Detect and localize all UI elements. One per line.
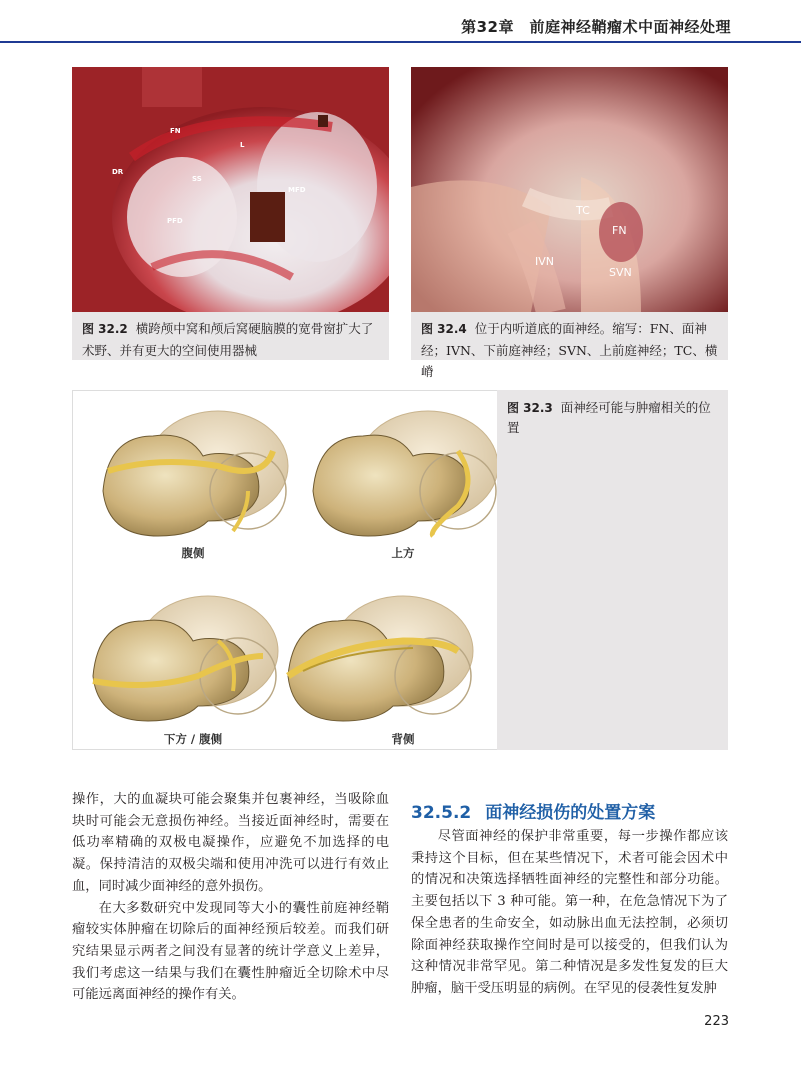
label-l: L — [240, 141, 245, 149]
page-number: 223 — [704, 1014, 729, 1029]
figure-number: 图 32.3 — [507, 401, 553, 415]
left-column — [72, 789, 389, 1006]
surgical-photo-image — [72, 67, 389, 312]
section-heading — [411, 798, 655, 823]
figure-number: 图 32.4 — [421, 322, 467, 336]
section-number: 32.5.2 — [411, 803, 472, 823]
label-ss: SS — [192, 175, 202, 183]
caption-text: 面神经可能与肿瘤相关的位置 — [507, 400, 711, 435]
caption-text: 横跨颅中窝和颅后窝硬脑膜的宽骨窗扩大了术野、并有更大的空间使用器械 — [82, 321, 374, 358]
paragraph: 尽管面神经的保护非常重要，每一步操作都应该秉持这个目标，但在某些情况下，术者可能会因术中的情况和决策选择牺牲面神经的完整性和部分功能。主要包括以下 3 种可能。第一种，在危急情况下为了保全患者的生命安全，如动脉出血无法控制，必须切除面神经获取操作空间时是可以接受的，但我们认为这种情况非常罕见。第二种情况是多发性复发的巨大肿瘤，脑干受压明显的病例。在罕见的侵袭性复发肿 — [411, 829, 728, 996]
figure-32-2-caption — [72, 312, 389, 360]
chapter-title: 第32章 前庭神经鞘瘤术中面神经处理 — [461, 18, 731, 36]
caption-text: 位于内听道底的面神经。缩写：FN、面神经；IVN、下前庭神经；SVN、上前庭神经；TC、横嵴 — [421, 321, 718, 379]
right-column — [411, 826, 728, 1000]
panel-label-ventral: 腹侧 — [181, 546, 205, 560]
header-rule — [0, 41, 801, 43]
label-ivn: IVN — [535, 255, 554, 268]
section-title: 面神经损伤的处置方案 — [485, 803, 656, 823]
paragraph: 在大多数研究中发现同等大小的囊性前庭神经鞘瘤较实体肿瘤在切除后的面神经预后较差。而我们研究结果显示两者之间没有显著的统计学意义上差异，我们考虑这一结果与我们在囊性肿瘤近全切除术中尽可能远离面神经的操作有关。 — [72, 900, 389, 1003]
label-tc: TC — [576, 204, 590, 217]
label-svn: SVN — [609, 266, 632, 279]
label-dr: DR — [112, 168, 124, 176]
panel-label-dorsal: 背侧 — [391, 732, 415, 746]
label-pfd: PFD — [167, 217, 183, 225]
label-mfd: MFD — [288, 186, 306, 194]
label-fn: FN — [170, 127, 181, 135]
figure-number: 图 32.2 — [82, 322, 128, 336]
ear-canal-photo-image — [411, 67, 728, 312]
figure-32-3-caption — [497, 390, 728, 750]
running-header — [0, 0, 801, 40]
panel-label-inferior-ventral: 下方 / 腹侧 — [163, 732, 223, 746]
figure-32-4-photo — [411, 67, 728, 312]
figure-32-4-caption — [411, 312, 728, 379]
figure-32-2-photo — [72, 67, 389, 312]
tumor-nerve-illustrations — [73, 391, 497, 749]
label-fn: FN — [612, 224, 627, 237]
panel-label-superior: 上方 — [391, 546, 415, 560]
paragraph: 操作，大的血凝块可能会聚集并包裹神经，当吸除血块时可能会无意损伤神经。当接近面神经时，需要在低功率精确的双极电凝操作，应避免不加选择的电凝。保持清洁的双极尖端和使用冲洗可以进行有效止血，同时减少面神经的意外损伤。 — [72, 792, 389, 894]
